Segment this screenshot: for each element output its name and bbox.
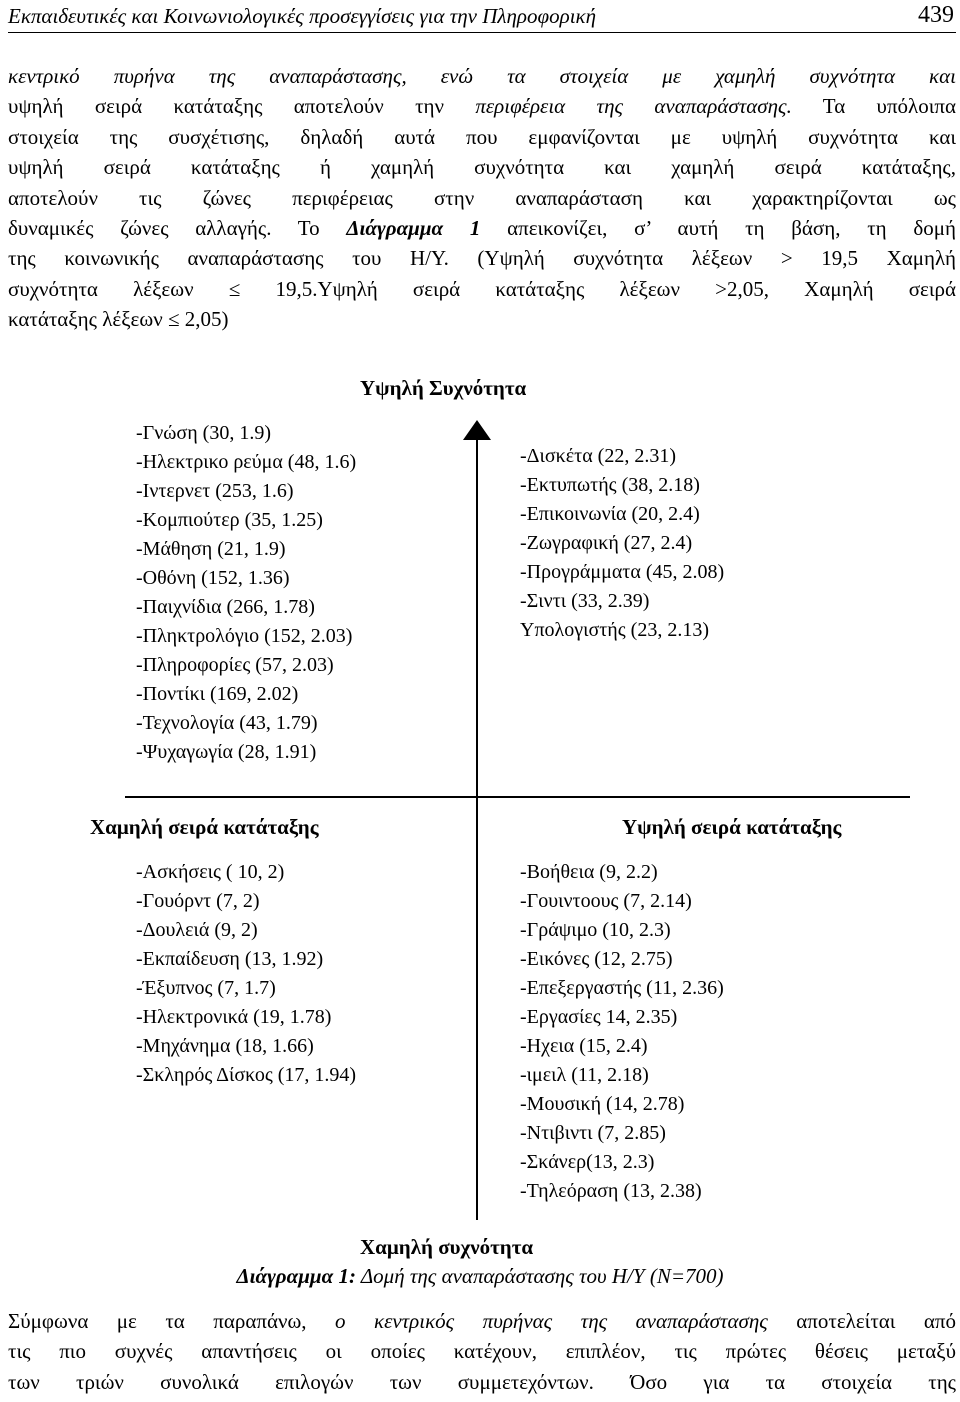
term-entry: -Σκληρός Δίσκος (17, 1.94) [136, 1064, 357, 1086]
term-entry: -Δισκέτα (22, 2.31) [520, 445, 676, 467]
term-entry: -Γνώση (30, 1.9) [136, 422, 271, 444]
term-entry: -Μουσική (14, 2.78) [520, 1093, 685, 1115]
figure-caption: Διάγραμμα 1: Δομή της αναπαράστασης του Η/Υ (Ν=700) [236, 1264, 724, 1288]
intro-line: της κοινωνικής αναπαράστασης του Η/Υ. (Υψηλή συχνότητα λέξεων > 19,5 Χαμηλή [8, 246, 956, 271]
term-entry: -Προγράμματα (45, 2.08) [520, 561, 725, 583]
term-entry: -Γουιντοους (7, 2.14) [520, 890, 692, 912]
axis-label-low-frequency: Χαμηλή συχνότητα [360, 1235, 534, 1259]
term-entry: -Τηλεόραση (13, 2.38) [520, 1180, 702, 1202]
outro-paragraph [8, 1306, 956, 1397]
outro-line: των τριών συνολικά επιλογών των συμμετεχόντων. Όσο για τα στοιχεία της [8, 1369, 956, 1394]
term-entry: -Ιντερνετ (253, 1.6) [136, 480, 294, 502]
intro-line: κατάταξης λέξεων ≤ 2,05) [8, 307, 229, 332]
term-entry: -Ασκήσεις ( 10, 2) [136, 861, 285, 883]
quadrant-low-freq-high-rank [520, 858, 724, 1206]
quadrant-high-freq-high-rank [520, 442, 724, 645]
term-entry: -Οθόνη (152, 1.36) [136, 567, 290, 589]
running-title: Εκπαιδευτικές και Κοινωνιολογικές προσεγγίσεις για την Πληροφορική [8, 4, 597, 28]
quadrant-low-freq-low-rank [136, 858, 356, 1090]
term-entry: -Σιντι (33, 2.39) [520, 590, 650, 612]
term-entry: -Επικοινωνία (20, 2.4) [520, 503, 700, 525]
page-number: 439 [918, 2, 954, 28]
intro-line: υψηλή σειρά κατάταξης ή χαμηλή συχνότητα και χαμηλή σειρά κατάταξης, [8, 155, 956, 180]
intro-line: κεντρικό πυρήνα της αναπαράστασης, ενώ τα στοιχεία με χαμηλή συχνότητα και [8, 64, 956, 88]
term-entry: -Ηλεκτρονικά (19, 1.78) [136, 1006, 332, 1028]
term-entry: -Εκπαίδευση (13, 1.92) [136, 948, 324, 970]
quadrant-high-freq-low-rank [136, 419, 356, 767]
term-entry: -Τεχνολογία (43, 1.79) [136, 712, 318, 734]
term-entry: -Εκτυπωτής (38, 2.18) [520, 474, 700, 496]
outro-line: τις πιο συχνές απαντήσεις οι οποίες κατέχουν, επιπλέον, τις πρώτες θέσεις μεταξύ [8, 1339, 956, 1364]
term-entry: -Ντιβιντι (7, 2.85) [520, 1122, 666, 1144]
intro-line: στοιχεία της συσχέτισης, δηλαδή αυτά που εμφανίζονται με υψηλή συχνότητα και [8, 124, 956, 149]
intro-line: δυναμικές ζώνες αλλαγής. Το Διάγραμμα 1 απεικονίζει, σ’ αυτή τη βάση, τη δομή [8, 216, 956, 241]
term-entry: -Δουλειά (9, 2) [136, 919, 258, 941]
term-entry: -Πληκτρολόγιο (152, 2.03) [136, 625, 353, 647]
intro-line: συχνότητα λέξεων ≤ 19,5.Υψηλή σειρά κατάταξης λέξεων >2,05, Χαμηλή σειρά [8, 276, 956, 301]
term-entry: -Μηχάνημα (18, 1.66) [136, 1035, 314, 1057]
term-entry: -Ποντίκι (169, 2.02) [136, 683, 299, 705]
axis-label-low-rank: Χαμηλή σειρά κατάταξης [90, 815, 319, 839]
term-entry: -Σκάνερ(13, 2.3) [520, 1151, 655, 1173]
intro-line: υψηλή σειρά κατάταξης αποτελούν την περιφέρεια της αναπαράστασης. Τα υπόλοιπα [8, 94, 956, 119]
term-entry: -Έξυπνος (7, 1.7) [136, 977, 276, 999]
term-entry: -Ηλεκτρικο ρεύμα (48, 1.6) [136, 451, 357, 473]
term-entry: Υπολογιστής (23, 2.13) [520, 619, 709, 641]
term-entry: -Επεξεργαστής (11, 2.36) [520, 977, 724, 999]
term-entry: -Ζωγραφική (27, 2.4) [520, 532, 693, 554]
term-entry: -Ηχεια (15, 2.4) [520, 1035, 648, 1057]
term-entry: -Κομπιούτερ (35, 1.25) [136, 509, 323, 531]
intro-line: αποτελούν τις ζώνες περιφέρειας στην αναπαράσταση και χαρακτηρίζονται ως [8, 185, 956, 210]
outro-line: Σύμφωνα με τα παραπάνω, ο κεντρικός πυρήνας της αναπαράστασης αποτελείται από [8, 1309, 956, 1333]
term-entry: -Εργασίες 14, 2.35) [520, 1006, 678, 1028]
term-entry: -ιμειλ (11, 2.18) [520, 1064, 649, 1086]
term-entry: -Πληροφορίες (57, 2.03) [136, 654, 334, 676]
term-entry: -Μάθηση (21, 1.9) [136, 538, 286, 560]
term-entry: -Γράψιμο (10, 2.3) [520, 919, 671, 941]
diagram-reference: Διάγραμμα 1 [346, 216, 481, 241]
term-entry: -Γουόρντ (7, 2) [136, 890, 260, 912]
term-entry: -Παιχνίδια (266, 1.78) [136, 596, 315, 618]
axis-label-high-frequency: Υψηλή Συχνότητα [360, 376, 527, 400]
axis-label-high-rank: Υψηλή σειρά κατάταξης [622, 815, 842, 839]
term-entry: -Ψυχαγωγία (28, 1.91) [136, 741, 317, 763]
term-entry: -Βοήθεια (9, 2.2) [520, 861, 658, 883]
term-entry: -Εικόνες (12, 2.75) [520, 948, 673, 970]
